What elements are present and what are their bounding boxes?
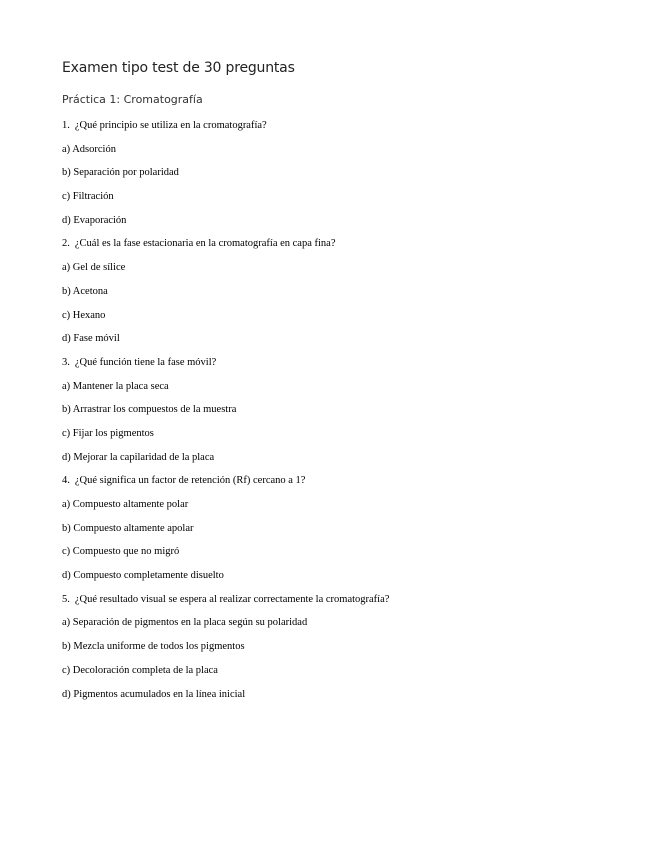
question-text: ¿Qué resultado visual se espera al realizar correctamente la cromatografía? (74, 593, 390, 605)
question-1 (62, 114, 389, 138)
answer-option: d) Fase móvil (62, 333, 120, 345)
answer-option: a) Separación de pigmentos en la placa según su polaridad (62, 617, 308, 629)
question-number: 5. (62, 593, 70, 605)
question-number: 1. (62, 120, 70, 131)
answer-option: b) Mezcla uniforme de todos los pigmentos (62, 641, 245, 653)
answer-option: a) Gel de sílice (62, 262, 126, 274)
question-number: 4. (62, 475, 70, 487)
document-title: Examen tipo test de 30 preguntas (62, 60, 295, 76)
question-text: ¿Qué función tiene la fase móvil? (74, 356, 217, 368)
question-5 (62, 588, 389, 612)
answer-option: b) Arrastrar los compuestos de la muestra (62, 404, 237, 416)
answer-option: d) Evaporación (62, 214, 127, 226)
answer-option: a) Compuesto altamente polar (62, 499, 189, 510)
answer-option: b) Acetona (62, 285, 108, 297)
answer-option: a) Adsorción (62, 143, 116, 155)
answer-option: b) Separación por polaridad (62, 167, 179, 179)
answer-option: d) Mejorar la capilaridad de la placa (62, 451, 215, 463)
question-3 (62, 351, 389, 375)
answer-option: c) Fijar los pigmentos (62, 427, 154, 439)
answer-option: c) Compuesto que no migró (62, 546, 180, 558)
answer-option: a) Mantener la placa seca (62, 380, 169, 392)
answer-option: d) Pigmentos acumulados en la línea inicial (62, 688, 246, 700)
answer-option: d) Compuesto completamente disuelto (62, 570, 224, 582)
question-number: 2. (62, 238, 70, 250)
section-title: Práctica 1: Cromatografía (62, 93, 203, 106)
question-4 (62, 469, 389, 493)
answer-option: c) Hexano (62, 309, 106, 321)
question-text: ¿Qué principio se utiliza en la cromatografía? (74, 120, 267, 131)
question-text: ¿Cuál es la fase estacionaria en la cromatografía en capa fina? (74, 238, 336, 250)
answer-option: c) Decoloración completa de la placa (62, 664, 218, 676)
question-list (62, 114, 389, 706)
question-2 (62, 232, 389, 256)
question-number: 3. (62, 356, 70, 368)
answer-option: b) Compuesto altamente apolar (62, 522, 194, 534)
answer-option: c) Filtración (62, 191, 114, 203)
question-text: ¿Qué significa un factor de retención (Rf) cercano a 1? (74, 475, 306, 487)
